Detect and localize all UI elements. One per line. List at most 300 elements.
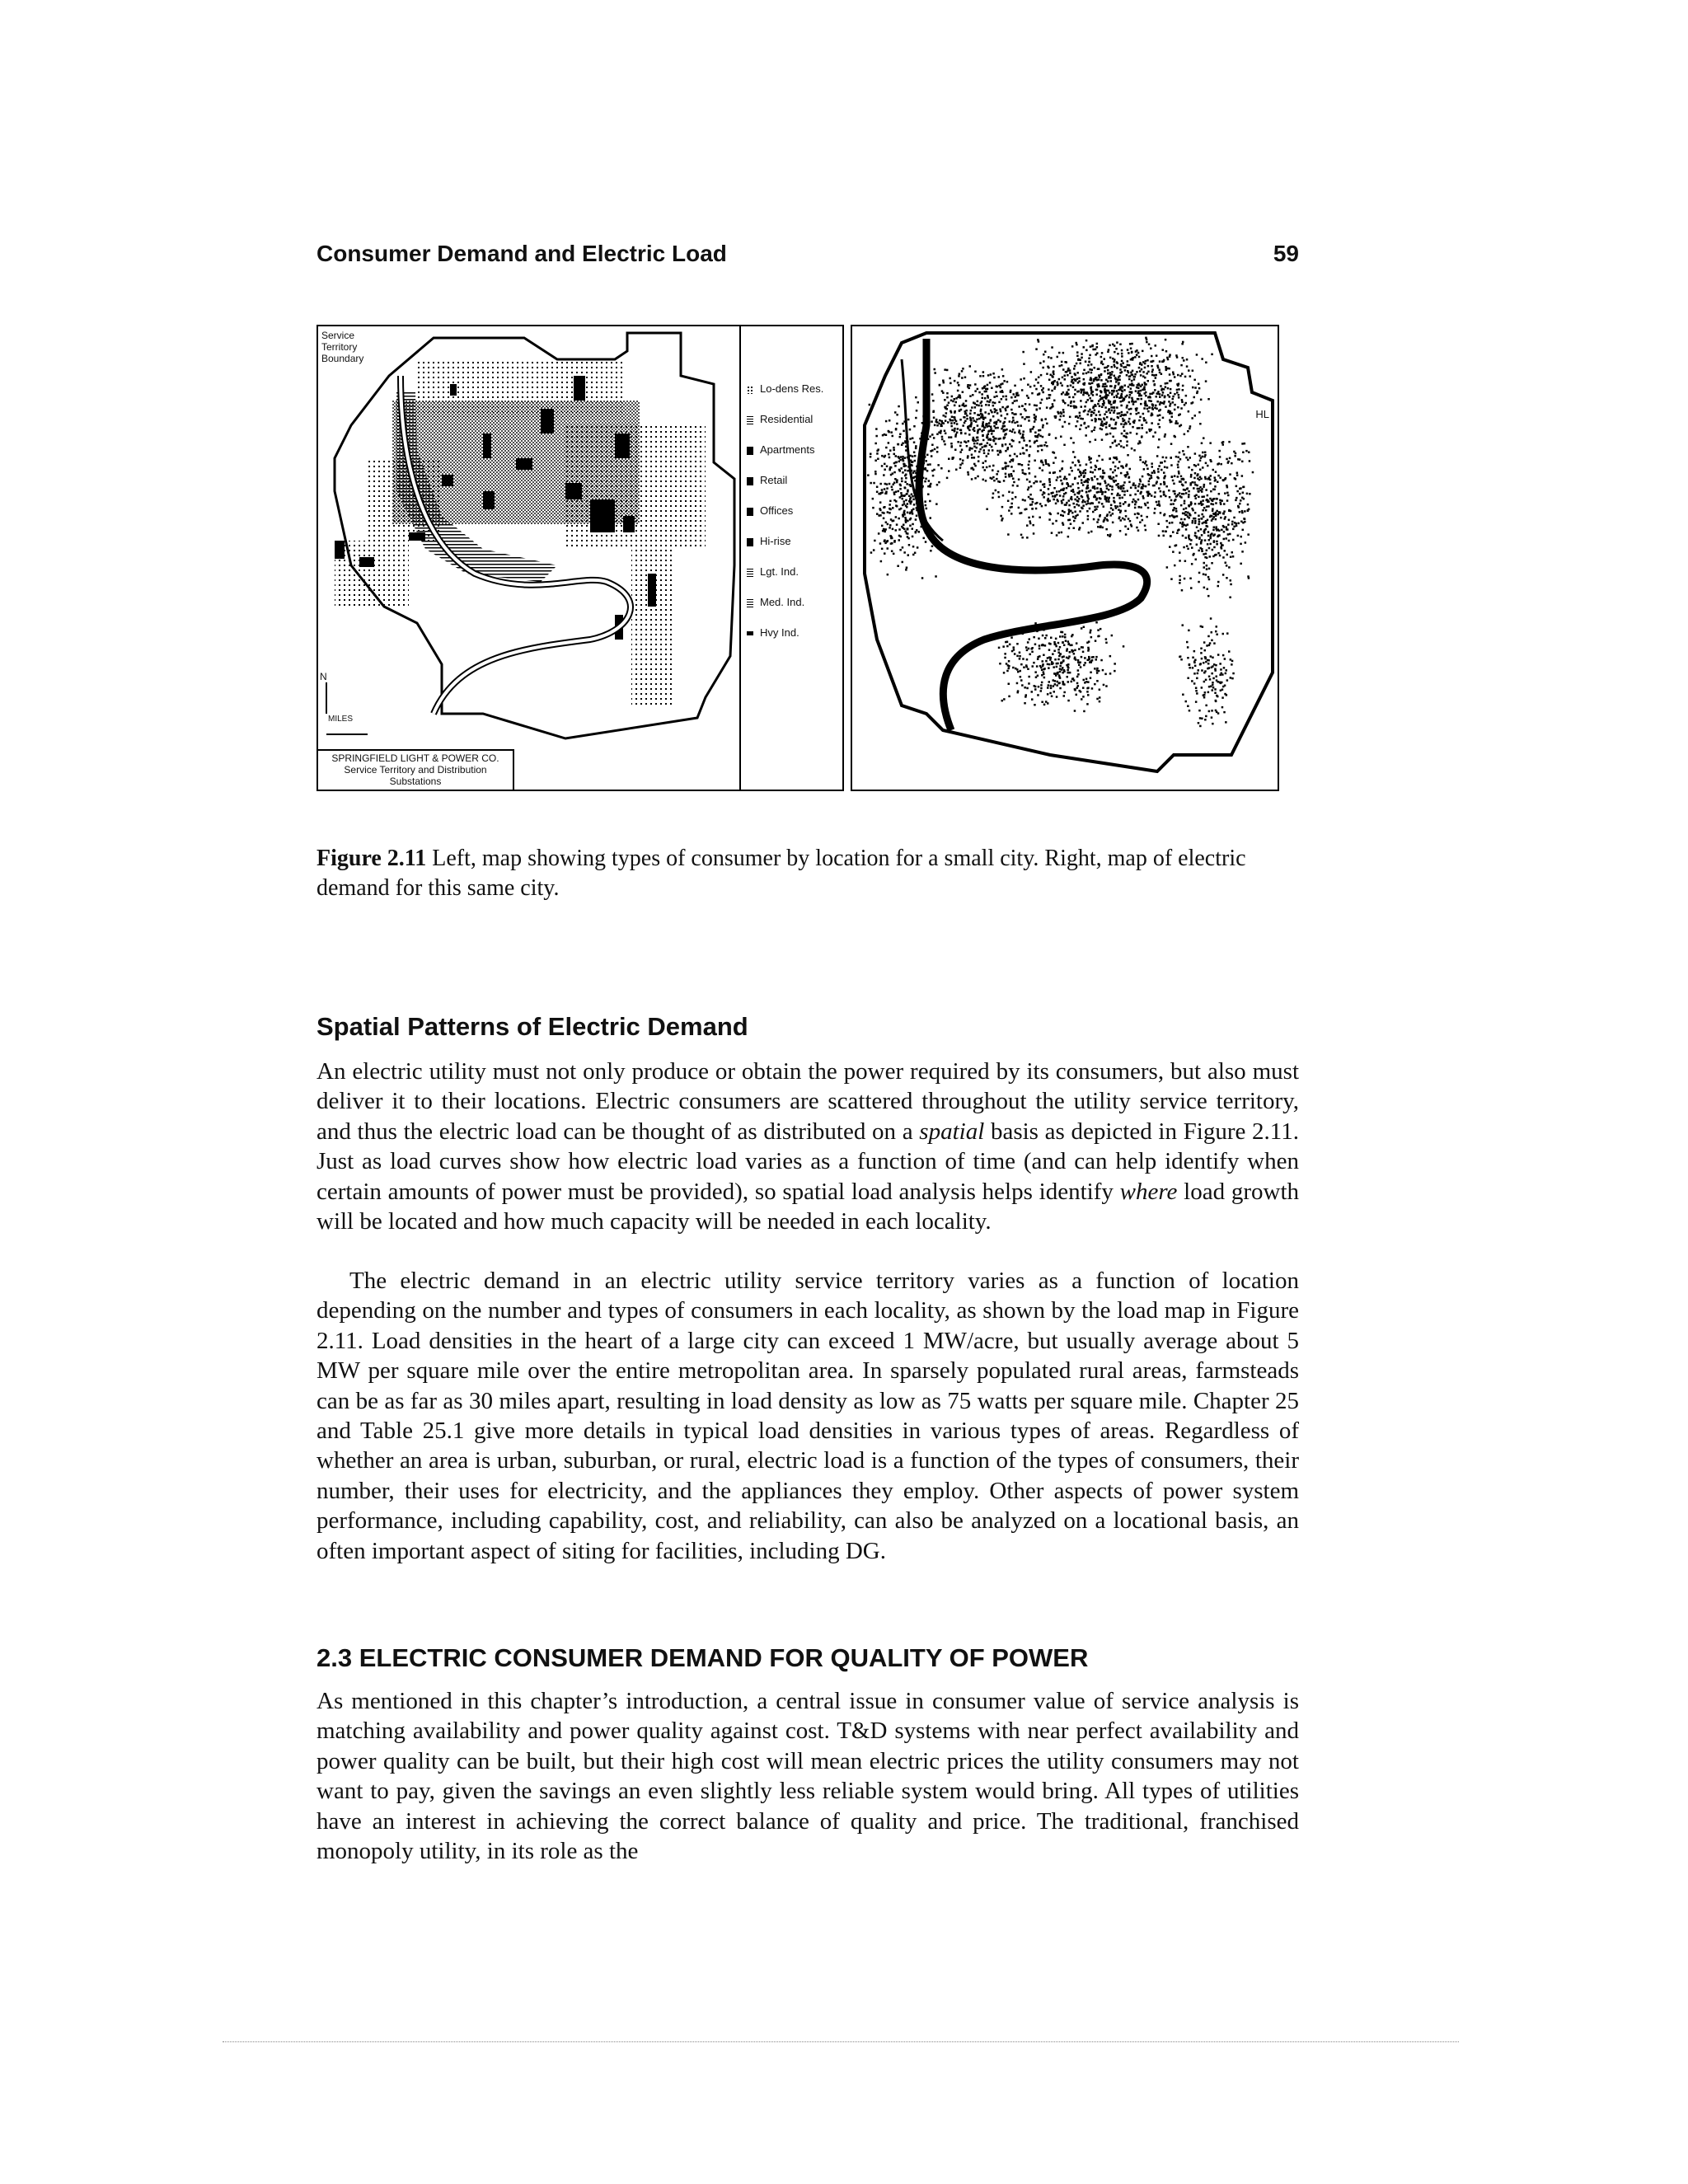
density-dot [1207, 595, 1210, 598]
density-dot [1034, 476, 1037, 478]
density-dot [889, 469, 891, 471]
density-dot [1116, 406, 1118, 409]
density-dot [1150, 401, 1152, 403]
density-dot [1087, 649, 1090, 652]
density-dot [936, 447, 939, 449]
density-dot [1048, 518, 1051, 521]
density-dot [941, 420, 944, 423]
density-dot [1118, 494, 1121, 497]
density-dot [1230, 579, 1232, 582]
density-dot [1105, 385, 1108, 387]
density-dot [1218, 462, 1221, 465]
density-dot [1176, 532, 1179, 535]
density-dot [917, 546, 919, 549]
density-dot [1087, 518, 1090, 521]
density-dot [1062, 411, 1065, 414]
density-dot [945, 412, 948, 415]
density-dot [1002, 494, 1005, 497]
density-dot [1062, 409, 1065, 411]
density-dot [1065, 492, 1067, 494]
density-dot [1117, 505, 1119, 508]
density-dot [1216, 679, 1218, 682]
density-dot [1163, 535, 1165, 537]
legend-swatch [747, 447, 753, 455]
density-dot [1194, 503, 1197, 505]
density-dot [1083, 626, 1085, 629]
density-dot [895, 491, 898, 494]
density-dot [977, 439, 979, 442]
density-dot [1007, 447, 1010, 449]
density-dot [1146, 468, 1149, 471]
density-dot [1080, 400, 1082, 402]
density-dot [1240, 536, 1243, 538]
density-dot [1046, 397, 1048, 400]
density-dot [1120, 445, 1123, 448]
density-dot [1042, 635, 1044, 637]
density-dot [1057, 412, 1060, 415]
density-dot [931, 434, 934, 436]
density-dot [1059, 677, 1062, 679]
density-dot [1064, 378, 1067, 381]
density-dot [1184, 404, 1186, 406]
density-dot [1039, 467, 1041, 470]
density-dot [1088, 490, 1090, 493]
density-dot [1167, 411, 1170, 414]
density-dot [1095, 420, 1097, 423]
density-dot [1137, 513, 1139, 515]
density-dot [1118, 487, 1120, 490]
density-dot [1000, 391, 1002, 393]
density-dot [1121, 396, 1123, 399]
density-dot [998, 401, 1001, 404]
density-dot [1186, 365, 1189, 368]
density-dot [912, 499, 915, 501]
density-dot [1029, 430, 1032, 433]
density-dot [1061, 668, 1063, 671]
density-dot [913, 425, 916, 428]
density-dot [1136, 527, 1138, 529]
density-dot [1232, 673, 1235, 675]
density-dot [1118, 461, 1121, 463]
density-dot [969, 413, 972, 415]
density-dot [1159, 404, 1161, 406]
density-dot [1086, 642, 1089, 644]
density-dot [910, 518, 912, 520]
density-dot [1236, 472, 1239, 475]
density-dot [1002, 375, 1005, 377]
density-dot [1046, 423, 1048, 425]
density-dot [1054, 386, 1057, 388]
density-dot [994, 411, 996, 414]
density-dot [1001, 467, 1004, 470]
legend-item [747, 472, 844, 503]
density-dot [1127, 490, 1129, 492]
density-dot [1063, 695, 1066, 697]
density-dot [1109, 374, 1112, 377]
density-dot [917, 401, 920, 404]
density-dot [958, 384, 960, 387]
density-dot [1120, 519, 1123, 522]
density-dot [1017, 691, 1020, 694]
density-dot [1077, 460, 1080, 462]
density-dot [1096, 343, 1099, 345]
density-dot [1148, 480, 1151, 483]
density-dot [935, 503, 938, 505]
density-dot [885, 522, 888, 524]
density-dot [1144, 419, 1146, 422]
density-dot [1054, 680, 1057, 682]
density-dot [1006, 406, 1009, 409]
density-dot [931, 449, 934, 452]
density-dot [1221, 442, 1224, 444]
density-dot [1185, 537, 1188, 539]
density-dot [973, 412, 976, 415]
density-dot [1102, 383, 1104, 386]
density-dot [1122, 387, 1124, 389]
density-dot [1001, 700, 1004, 702]
density-dot [1077, 487, 1080, 490]
density-dot [1059, 646, 1062, 649]
density-dot [1039, 435, 1042, 438]
density-dot [1213, 516, 1216, 518]
density-dot [1050, 637, 1053, 640]
density-dot [1105, 500, 1108, 503]
density-dot [1152, 485, 1155, 487]
density-dot [1010, 513, 1013, 515]
density-dot [954, 405, 956, 407]
density-dot [914, 460, 917, 462]
density-dot [1090, 631, 1092, 634]
density-dot [1049, 394, 1052, 396]
density-dot [1139, 459, 1142, 462]
density-dot [899, 436, 902, 438]
density-dot [1079, 662, 1081, 664]
density-dot [1065, 504, 1067, 506]
density-dot [974, 465, 977, 467]
density-dot [1231, 660, 1234, 663]
density-dot [1187, 430, 1189, 433]
density-dot [1074, 710, 1076, 712]
density-dot [1226, 499, 1229, 502]
density-dot [1174, 565, 1176, 567]
density-dot [898, 509, 901, 511]
density-dot [1031, 508, 1034, 510]
density-dot [1189, 578, 1192, 580]
section-heading-quality: 2.3 ELECTRIC CONSUMER DEMAND FOR QUALITY OF POWER [316, 1643, 1089, 1672]
density-dot [1082, 687, 1085, 689]
density-dot [1153, 470, 1156, 472]
density-dot [988, 401, 991, 403]
density-dot [1162, 530, 1165, 532]
density-dot [1142, 462, 1145, 464]
density-dot [1165, 457, 1168, 459]
density-dot [1206, 525, 1208, 527]
density-dot [1178, 471, 1180, 473]
density-dot [1128, 481, 1131, 484]
density-dot [1220, 542, 1222, 545]
density-dot [1059, 476, 1062, 478]
density-dot [1204, 719, 1207, 721]
density-dot [1134, 376, 1137, 378]
density-dot [1151, 365, 1153, 368]
density-dot [900, 485, 903, 487]
density-dot [1163, 471, 1165, 474]
density-dot [1228, 519, 1231, 522]
density-dot [1041, 445, 1043, 448]
density-dot [1109, 402, 1111, 405]
density-dot [1167, 394, 1170, 396]
density-dot [946, 392, 949, 395]
density-dot [1023, 430, 1025, 433]
density-dot [1212, 500, 1214, 503]
territory-boundary-label: Service Territory Boundary [321, 330, 381, 364]
density-dot [990, 426, 992, 429]
density-dot [1132, 426, 1134, 429]
density-dot [1030, 371, 1033, 373]
density-dot [883, 518, 885, 520]
density-dot [1185, 508, 1188, 510]
density-dot [930, 517, 932, 519]
density-dot [1179, 452, 1181, 454]
density-dot [1042, 367, 1044, 369]
density-dot [1184, 376, 1187, 378]
density-dot [1236, 485, 1238, 488]
density-dot [948, 436, 950, 438]
density-dot [1095, 656, 1098, 658]
density-dot [925, 460, 927, 462]
density-dot [1101, 503, 1104, 505]
density-dot [907, 490, 909, 492]
density-dot [1062, 659, 1065, 662]
density-dot [1090, 372, 1093, 374]
density-dot [1113, 476, 1115, 479]
density-dot [1151, 466, 1154, 468]
density-dot [1201, 539, 1203, 541]
density-dot [1067, 640, 1070, 643]
density-dot [1202, 466, 1204, 469]
density-dot [1154, 407, 1156, 410]
density-dot [1165, 520, 1168, 523]
density-dot [974, 406, 977, 409]
density-dot [1009, 420, 1011, 423]
density-dot [884, 488, 886, 490]
density-dot [1002, 396, 1005, 398]
density-dot [1177, 374, 1179, 377]
density-dot [1071, 345, 1074, 348]
density-dot [1217, 513, 1220, 516]
density-dot [1178, 388, 1180, 391]
density-dot [1129, 468, 1132, 471]
density-dot [1148, 344, 1151, 346]
density-dot [1219, 476, 1221, 479]
density-dot [1154, 389, 1156, 391]
density-dot [1194, 387, 1197, 389]
density-dot [905, 477, 907, 480]
density-dot [1202, 452, 1204, 454]
density-dot [885, 420, 888, 423]
density-dot [1132, 370, 1134, 373]
density-dot [1074, 393, 1076, 396]
density-dot [1161, 462, 1164, 464]
density-dot [989, 444, 992, 447]
density-dot [1212, 687, 1215, 689]
density-dot [1186, 641, 1189, 644]
density-dot [1072, 382, 1075, 384]
density-dot [954, 416, 956, 419]
density-dot [894, 465, 897, 467]
density-dot [1174, 516, 1176, 518]
density-dot [1152, 380, 1155, 382]
density-dot [1087, 371, 1090, 373]
density-dot [1209, 442, 1212, 444]
density-dot [959, 410, 961, 412]
density-dot [1063, 644, 1066, 647]
density-dot [1012, 419, 1015, 422]
density-dot [911, 461, 913, 463]
density-dot [1200, 502, 1203, 504]
company-name: SPRINGFIELD LIGHT & POWER CO. [331, 752, 499, 764]
density-dot [909, 512, 912, 514]
density-dot [1035, 508, 1038, 510]
density-dot [1055, 503, 1057, 505]
density-dot [1189, 538, 1191, 541]
density-dot [1234, 455, 1236, 457]
density-dot [887, 511, 889, 513]
density-dot [1132, 401, 1135, 403]
density-dot [1083, 369, 1085, 372]
density-dot [1100, 391, 1103, 394]
density-dot [1164, 396, 1166, 398]
density-dot [976, 443, 978, 445]
density-dot [1048, 434, 1051, 436]
density-dot [1205, 715, 1207, 718]
density-dot [1065, 371, 1067, 373]
density-dot [966, 445, 968, 448]
density-dot [1103, 402, 1105, 405]
density-dot [1099, 497, 1101, 499]
density-dot [1126, 405, 1128, 407]
density-dot [1108, 476, 1110, 478]
density-dot [1137, 529, 1140, 532]
density-dot [1224, 693, 1226, 696]
density-dot [928, 480, 931, 482]
density-dot [1192, 667, 1194, 669]
density-dot [1045, 442, 1048, 444]
density-dot [1237, 535, 1240, 537]
density-dot [1242, 452, 1245, 454]
density-dot [1198, 503, 1200, 505]
density-dot [1000, 410, 1002, 413]
density-dot [1128, 528, 1130, 531]
density-dot [879, 501, 882, 504]
density-dot [1127, 370, 1129, 373]
density-dot [903, 503, 906, 505]
density-dot [1063, 669, 1066, 672]
density-dot [902, 498, 904, 500]
density-dot [895, 462, 898, 464]
density-dot [932, 411, 935, 414]
density-dot [888, 442, 890, 444]
density-dot [1046, 406, 1048, 409]
density-dot [1026, 658, 1029, 661]
density-dot [1026, 687, 1029, 690]
density-dot [1121, 371, 1123, 373]
density-dot [1171, 476, 1174, 479]
density-dot [902, 423, 904, 425]
density-dot [1016, 421, 1019, 424]
density-dot [1076, 642, 1078, 644]
density-dot [1178, 415, 1180, 417]
density-dot [1050, 657, 1053, 659]
density-dot [1217, 712, 1220, 715]
density-dot [1175, 544, 1178, 546]
density-dot [1170, 410, 1172, 413]
density-dot [1070, 644, 1072, 647]
density-dot [1052, 452, 1054, 454]
density-dot [982, 421, 985, 423]
density-dot [1071, 379, 1074, 382]
density-dot [1000, 515, 1002, 518]
density-dot [1090, 677, 1092, 679]
density-dot [1041, 449, 1043, 452]
density-dot [1204, 478, 1207, 480]
density-dot [1034, 385, 1036, 387]
density-dot [1031, 691, 1034, 693]
density-dot [1203, 562, 1206, 565]
density-dot [1053, 462, 1055, 464]
density-dot [1172, 509, 1175, 512]
density-dot [899, 470, 902, 472]
density-dot [1242, 492, 1245, 494]
density-dot [1025, 473, 1027, 476]
density-dot [969, 365, 972, 368]
density-dot [1062, 368, 1065, 371]
density-dot [959, 373, 961, 376]
density-dot [1174, 376, 1176, 378]
density-dot [1118, 497, 1121, 499]
density-dot [1200, 457, 1203, 459]
density-dot [915, 445, 917, 448]
density-dot [1004, 425, 1006, 428]
density-dot [1094, 509, 1096, 512]
density-dot [1240, 543, 1242, 546]
density-dot [884, 552, 886, 555]
density-dot [1088, 361, 1090, 363]
density-dot [1034, 460, 1036, 462]
density-dot [1057, 356, 1059, 359]
density-dot [974, 440, 977, 443]
density-dot [1125, 414, 1128, 416]
density-dot [962, 424, 964, 427]
density-dot [1090, 466, 1093, 469]
density-dot [1103, 505, 1105, 508]
density-dot [1044, 637, 1047, 640]
density-dot [1034, 420, 1036, 423]
density-dot [1144, 367, 1146, 369]
density-dot [1118, 379, 1121, 382]
density-dot [906, 567, 908, 569]
density-dot [1100, 419, 1102, 421]
density-dot [1048, 488, 1050, 490]
density-dot [1116, 367, 1118, 369]
density-dot [1192, 370, 1194, 373]
density-dot [1116, 390, 1118, 392]
paragraph-spatial-1 [316, 1057, 1299, 1236]
density-dot [1097, 635, 1100, 638]
density-dot [1069, 372, 1071, 374]
density-dot [1144, 401, 1146, 403]
density-dot [909, 438, 912, 440]
